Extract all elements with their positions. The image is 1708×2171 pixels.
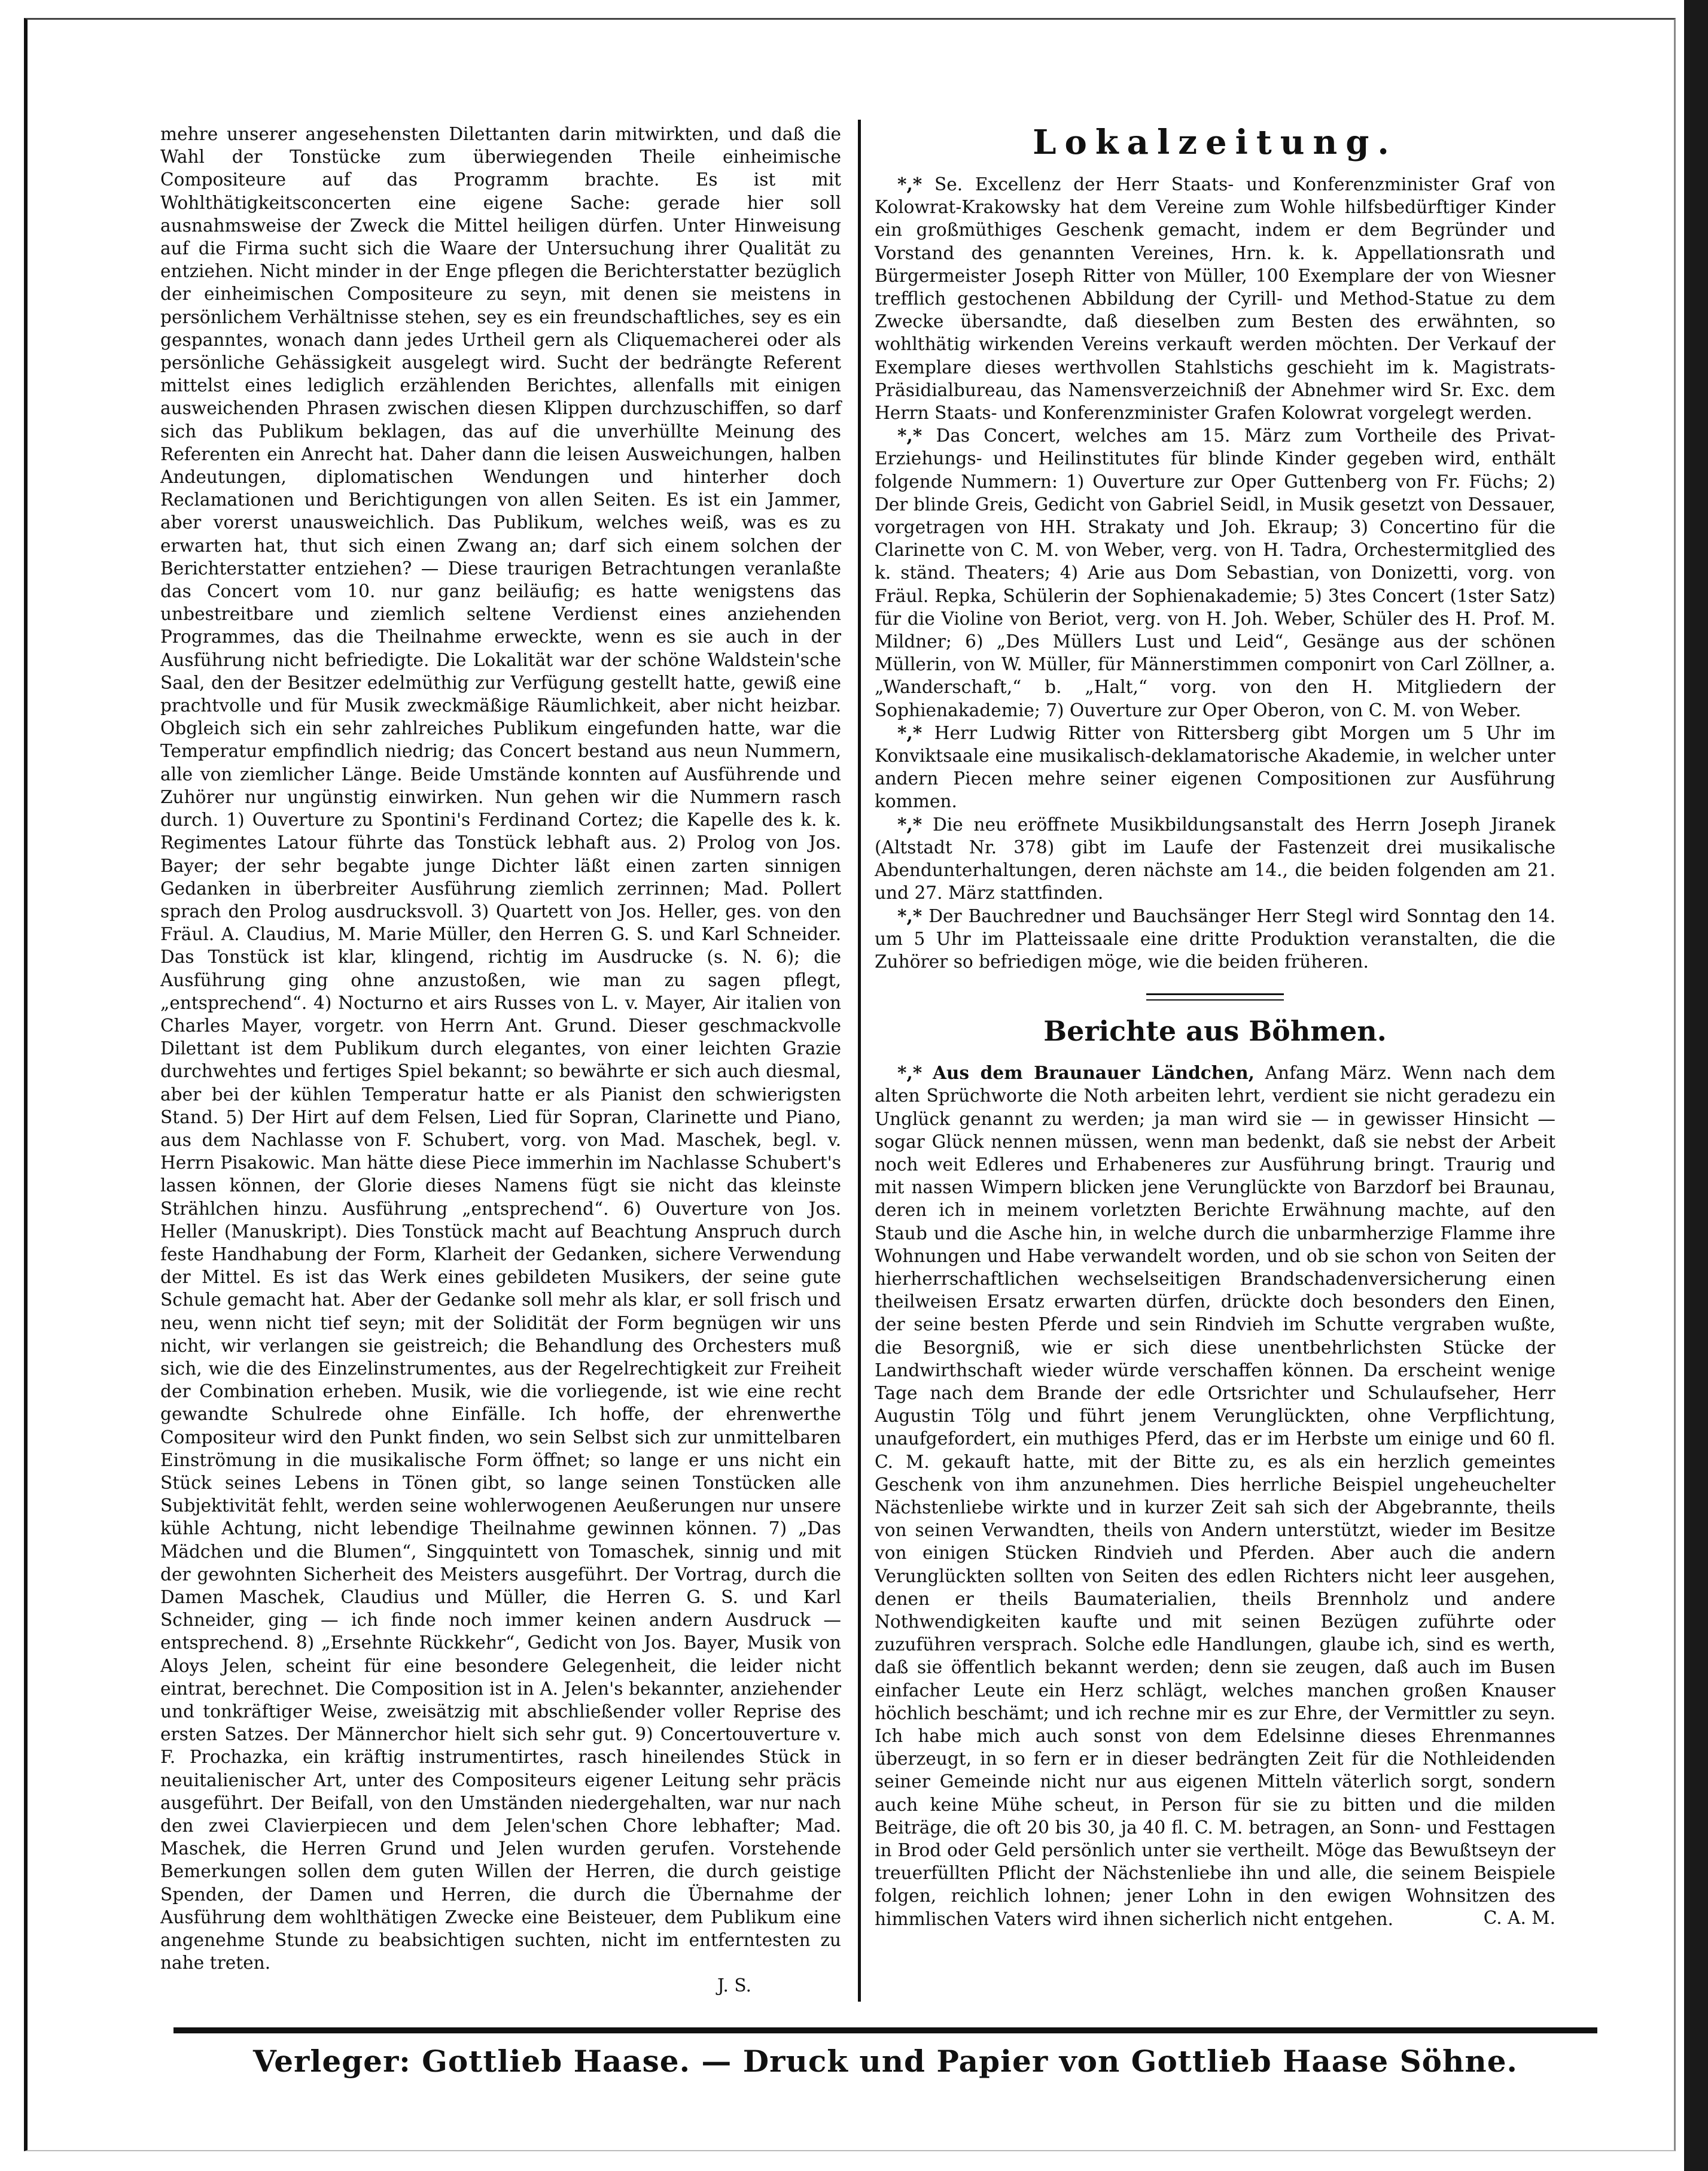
- asterism-icon: *,*: [897, 425, 922, 446]
- report-signature: C. A. M.: [1483, 1907, 1555, 1928]
- left-column: [160, 123, 841, 1997]
- asterism-icon: *,*: [897, 722, 922, 743]
- publisher-imprint: Verleger: Gottlieb Haase. — Druck und Papier von Gottlieb Haase Söhne.: [253, 2044, 1518, 2079]
- asterism-icon: *,*: [897, 813, 922, 835]
- column-divider: [858, 120, 861, 2002]
- news-item-kolowrat: [875, 173, 1555, 424]
- lokalzeitung-heading: Lokalzeitung.: [1033, 123, 1398, 162]
- asterism-icon: *,*: [897, 174, 922, 194]
- news-item-stegl: [875, 905, 1555, 974]
- news-item-concert-blind-children: [875, 424, 1555, 722]
- news-item-text: Der Bauchredner und Bauchsänger Herr Stegl wird Sonntag den 14. um 5 Uhr im Platteissaale eine dritte Produktion veranstalten, die die Zuhörer so befriedigen möge, wie die beiden früheren.: [875, 905, 1555, 972]
- asterism-icon: *,*: [897, 905, 922, 926]
- right-column: [875, 123, 1555, 1945]
- concert-review-signature: J. S.: [717, 1975, 751, 1996]
- scan-edge-shadow: [1684, 0, 1708, 2171]
- news-item-rittersberg: [875, 722, 1555, 813]
- report-lead: Aus dem Braunauer Ländchen,: [932, 1062, 1255, 1084]
- section-divider: [1146, 993, 1284, 1001]
- berichte-heading: Berichte aus Böhmen.: [1043, 1015, 1387, 1048]
- footer-rule: [173, 2027, 1597, 2033]
- concert-review-text: mehre unserer angesehensten Dilettanten darin mitwirkten, und daß die Wahl der Tonstücke zum überwiegenden Theile einheimische Compositeure auf das Programm brachte. Es ist mit Wohlthätigkeitsconcerten eine eigene Sache: gerade hier soll ausnahmsweise der Zweck die Mittel heiligen dürfen. Unter Hinweisung auf die Firma sucht sich die Waare der Untersuchung ihrer Qualität zu entziehen. Nicht minder in der Enge pflegen die Berichterstatter bezüglich der einheimischen Compositeure zu seyn, mit denen sie meistens in persönlichem Verhältnisse stehen, sey es ein freundschaftliches, sey es ein gespanntes, wonach dann jedes Urtheil gern als Cliquemacherei oder als persönliche Gehässigkeit ausgelegt wird. Sucht der bedrängte Referent mittelst eines lediglich erzählenden Berichtes, allenfalls mit einigen ausweichenden Phrasen zwischen diesen Klippen durchzuschiffen, so darf sich das Publikum beklagen, das auf die unverhüllte Meinung des Referenten ein Anrecht hat. Daher dann die leisen Ausweichungen, halben Andeutungen, diplomatischen Wendungen und hinterher doch Reclamationen und Berichtigungen von allen Seiten. Es ist ein Jammer, aber vorerst unausweichlich. Das Publikum, welches weiß, was es zu erwarten hat, thut sich einen Zwang an; darf sich einem solchen der Berichterstatter entziehen? — Diese traurigen Betrachtungen veranlaßte das Concert vom 10. nur ganz beiläufig; es hatte wenigstens das unbestreitbare und ziemlich seltene Verdienst eines anziehenden Programmes, das die Theilnahme erweckte, wenn es sie auch in der Ausführung nicht befriedigte. Die Lokalität war der schöne Waldstein'sche Saal, den der Besitzer edelmüthig zur Verfügung gestellt hatte, gewiß eine prachtvolle und für Musik zweckmäßige Räumlichkeit, aber nicht heizbar. Obgleich sich ein sehr zahlreiches Publikum eingefunden hatte, war die Temperatur empfindlich niedrig; das Concert bestand aus neun Nummern, alle von ziemlicher Länge. Beide Umstände konnten auf Ausführende und Zuhörer nur ungünstig einwirken. Nun gehen wir die Nummern rasch durch. 1) Ouverture zu Spontini's Ferdinand Cortez; die Kapelle des k. k. Regimentes Latour führte das Tonstück lebhaft aus. 2) Prolog von Jos. Bayer; der sehr begabte junge Dichter läßt einen zarten sinnigen Gedanken in überbreiter Ausführung ziemlich zerrinnen; Mad. Pollert sprach den Prolog ausdrucksvoll. 3) Quartett von Jos. Heller, ges. von den Fräul. A. Claudius, M. Marie Müller, den Herren G. S. und Karl Schneider. Das Tonstück ist klar, klingend, richtig im Ausdrucke (s. N. 6); die Ausführung ging ohne anzustoßen, wie man zu sagen pflegt, „entsprechend“. 4) Nocturno et airs Russes von L. v. Mayer, Air italien von Charles Mayer, vorgetr. von Herrn Ant. Grund. Dieser geschmackvolle Dilettant ist dem Publikum durch elegantes, von einer leichten Grazie durchwehtes und fertiges Spiel bekannt; so bewährte er sich auch diesmal, aber bei der kühlen Temperatur hatte er als Pianist den schwierigsten Stand. 5) Der Hirt auf dem Felsen, Lied für Sopran, Clarinette und Piano, aus dem Nachlasse von F. Schubert, vorg. von Mad. Maschek, begl. v. Herrn Pisakowic. Man hätte diese Piece immerhin im Nachlasse Schubert's lassen können, der Glorie dieses Namens fügt sie nicht das kleinste Strählchen hinzu. Ausführung „entsprechend“. 6) Ouverture von Jos. Heller (Manuskript). Dies Tonstück macht auf Beachtung Anspruch durch feste Handhabung der Form, Klarheit der Gedanken, sichere Verwendung der Mittel. Es ist das Werk eines gebildeten Musikers, der seine gute Schule gemacht hat. Aber der Gedanke soll mehr als klar, er soll frisch und neu, wenn nicht tief seyn; mit der Solidität der Form begnügen wir uns nicht, wir verlangen sie geistreich; die Behandlung des Orchesters muß sich, wie die des Einzelinstrumentes, aus der Regelrechtigkeit zur Freiheit der Combination erheben. Musik, wie die vorliegende, ist wie eine recht gewandte Schulrede ohne Einfälle. Ich hoffe, der ehrenwerthe Compositeur wird den Punkt finden, wo sein Selbst sich zur unmittelbaren Einströmung in die musikalische Form öffnet; so lange er uns nicht ein Stück seines Lebens in Tönen gibt, so lange seinen Tonstücken alle Subjektivität fehlt, werden seine wohlerwogenen Aeußerungen nur unsere kühle Achtung, nicht lebendige Theilnahme gewinnen können. 7) „Das Mädchen und die Blumen“, Singquintett von Tomaschek, sinnig und mit der gewohnten Sicherheit des Meisters ausgeführt. Der Vortrag, durch die Damen Maschek, Claudius und Müller, die Herren G. S. und Karl Schneider, ging — ich finde noch immer keinen andern Ausdruck — entsprechend. 8) „Ersehnte Rückkehr“, Gedicht von Jos. Bayer, Musik von Aloys Jelen, scheint für eine besondere Gelegenheit, die leider nicht eintrat, berechnet. Die Composition ist in A. Jelen's bekannter, anziehender und tonkräftiger Weise, zweisätzig mit abschließender voller Reprise des ersten Satzes. Der Männerchor hielt sich sehr gut. 9) Concertouverture v. F. Prochazka, ein kräftig instrumentirtes, rasch hineilendes Stück in neuitalienischer Art, unter des Compositeurs eigener Leitung sehr präcis ausgeführt. Der Beifall, von den Umständen niedergehalten, war nur nach den zwei Clavierpiecen und dem Jelen'schen Chore lebhafter; Mad. Maschek, die Herren Grund und Jelen wurden gerufen. Vorstehende Bemerkungen sollen dem guten Willen der Herren, die durch geistige Spenden, der Damen und Herren, die durch die Übernahme der Ausführung dem wohlthätigen Zwecke eine Beisteuer, dem Publikum eine angenehme Stunde zu beabsichtigen suchten, nicht im entferntesten zu nahe treten.: [160, 124, 841, 1974]
- asterism-icon: *,*: [897, 1062, 922, 1084]
- news-item-text: Herr Ludwig Ritter von Rittersberg gibt Morgen um 5 Uhr im Konviktsaale eine musikalisch-deklamatorische Akademie, in welcher unter andern Piecen mehre seiner eigenen Compositionen zur Ausführung kommen.: [875, 722, 1555, 812]
- news-item-text: Se. Excellenz der Herr Staats- und Konferenzminister Graf von Kolowrat-Krakowsky hat dem Vereine zum Wohle hilfsbedürftiger Kinder ein großmüthiges Geschenk gemacht, indem er dem Begründer und Vorstand des genannten Vereines, Hrn. k. k. Appellationsrath und Bürgermeister Joseph Ritter von Müller, 100 Exemplare der von Wiesner trefflich gestochenen Abbildung der Cyrill- und Method-Statue zu dem Zwecke übersandte, daß dieselben zum Besten des erwähnten, so wohlthätig wirkenden Vereins verkauft werden möchten. Der Verkauf der Exemplare dieses werthvollen Stahlstichs geschieht im k. Magistrats-Präsidialbureau, das Namensverzeichniß der Abnehmer wird Sr. Exc. dem Herrn Staats- und Konferenzminister Grafen Kolowrat vorgelegt werden.: [875, 174, 1555, 424]
- report-braunau: [875, 1062, 1555, 1930]
- news-item-text: Das Concert, welches am 15. März zum Vortheile des Privat-Erziehungs- und Heilinstitutes für blinde Kinder gegeben wird, enthält folgende Nummern: 1) Ouverture zur Oper Guttenberg von Fr. Füchs; 2) Der blinde Greis, Gedicht von Gabriel Seidl, in Musik gesetzt von Dessauer, vorgetragen von HH. Strakaty und Joh. Ekraup; 3) Concertino für die Clarinette von C. M. von Weber, verg. von H. Tadra, Orchestermitglied des k. ständ. Theaters; 4) Arie aus Dom Sebastian, von Donizetti, vorg. von Fräul. Repka, Schülerin der Sophienakademie; 5) 3tes Concert (1ster Satz) für die Violine von Beriot, verg. von H. Joh. Weber, Schüler des H. Prof. M. Mildner; 6) „Des Müllers Lust und Leid“, Gesänge aus der schönen Müllerin, von W. Müller, für Männerstimmen componirt von Carl Zöllner, a. „Wanderschaft,“ b. „Halt,“ vorg. von den H. Mitgliedern der Sophienakademie; 7) Ouverture zur Oper Oberon, von C. M. von Weber.: [875, 425, 1555, 720]
- news-item-text: Die neu eröffnete Musikbildungsanstalt des Herrn Joseph Jiranek (Altstadt Nr. 378) gibt im Laufe der Fastenzeit drei musikalische Abendunterhaltungen, deren nächste am 14., die beiden folgenden am 21. und 27. März stattfinden.: [875, 814, 1555, 904]
- news-item-jiranek: [875, 813, 1555, 905]
- report-text: Anfang März. Wenn nach dem alten Sprüchworte die Noth arbeiten lehrt, verdient sie nicht geradezu ein Unglück genannt zu werden; ja man wird sie — in gewisser Hinsicht — sogar Glück nennen müssen, wenn man bedenkt, daß sie nebst der Arbeit noch weit Edleres und Erhabeneres zur Ausführung bringt. Traurig und mit nassen Wimpern blicken jene Verunglückte von Barzdorf bei Braunau, deren ich in meinem vorletzten Berichte Erwähnung machte, auf den Staub und die Asche hin, in welche durch die unbarmherzige Flamme ihre Wohnungen und Habe verwandelt worden, und ob sie schon von Seiten der hierherrschaftlichen wechselseitigen Brandschadenversicherung einen theilweisen Ersatz erwarten dürfen, drückte doch besonders den Einen, der seine besten Pferde und sein Rindvieh im Schutte vergraben wußte, die Besorgniß, wie er sich diese unentbehrlichsten Stücke der Landwirthschaft wieder würde verschaffen können. Da erscheint wenige Tage nach dem Brande der edle Ortsrichter und Schulaufseher, Herr Augustin Tölg und führt jenem Verunglückten, ohne Verpflichtung, unaufgefordert, ein muthiges Pferd, das er im Herbste um einige und 60 fl. C. M. gekauft hatte, mit der Bitte zu, es als ein herzlich gemeintes Geschenk von ihm anzunehmen. Dies herrliche Beispiel ungeheuchelter Nächstenliebe wirkte und in kurzer Zeit sah sich der Abgebrannte, theils von seinen Verwandten, theils von Andern unterstützt, wieder im Besitze von einigen Stücken Rindvieh und Pferden. Aber auch die andern Verunglückten sollten von Seiten des edlen Richters nicht leer ausgehen, denen er theils Baumaterialien, theils Brennholz und andere Nothwendigkeiten kaufte und mit seinen Bezügen zuführte oder zuzuführen versprach. Solche edle Handlungen, glaube ich, sind es werth, daß sie öffentlich bekannt werden; denn sie zeugen, daß auch im Busen einfacher Leute ein Herz schlägt, welches manchen großen Knauser höchlich beschämt; und ich rechne mir es zur Ehre, der Vermittler zu seyn. Ich habe mich auch sonst von dem Edelsinne dieses Ehrenmannes überzeugt, in so fern er in dieser bedrängten Zeit für die Nothleidenden seiner Gemeinde nicht nur aus eigenen Mitteln väterlich sorgt, sondern auch keine Mühe scheut, in Person für sie zu bitten und die milden Beiträge, die oft 20 bis 30, ja 40 fl. C. M. betragen, an Sonn- und Festtagen in Brod oder Geld persönlich unter sie vertheilt. Möge das Bewußtseyn der treuerfüllten Pflicht der Nächstenliebe ihn und alle, die seinem Beispiele folgen, reichlich lohnen; jener Lohn in den ewigen Wohnsitzen des himmlischen Vaters wird ihnen sicherlich nicht entgehen.: [875, 1063, 1555, 1929]
